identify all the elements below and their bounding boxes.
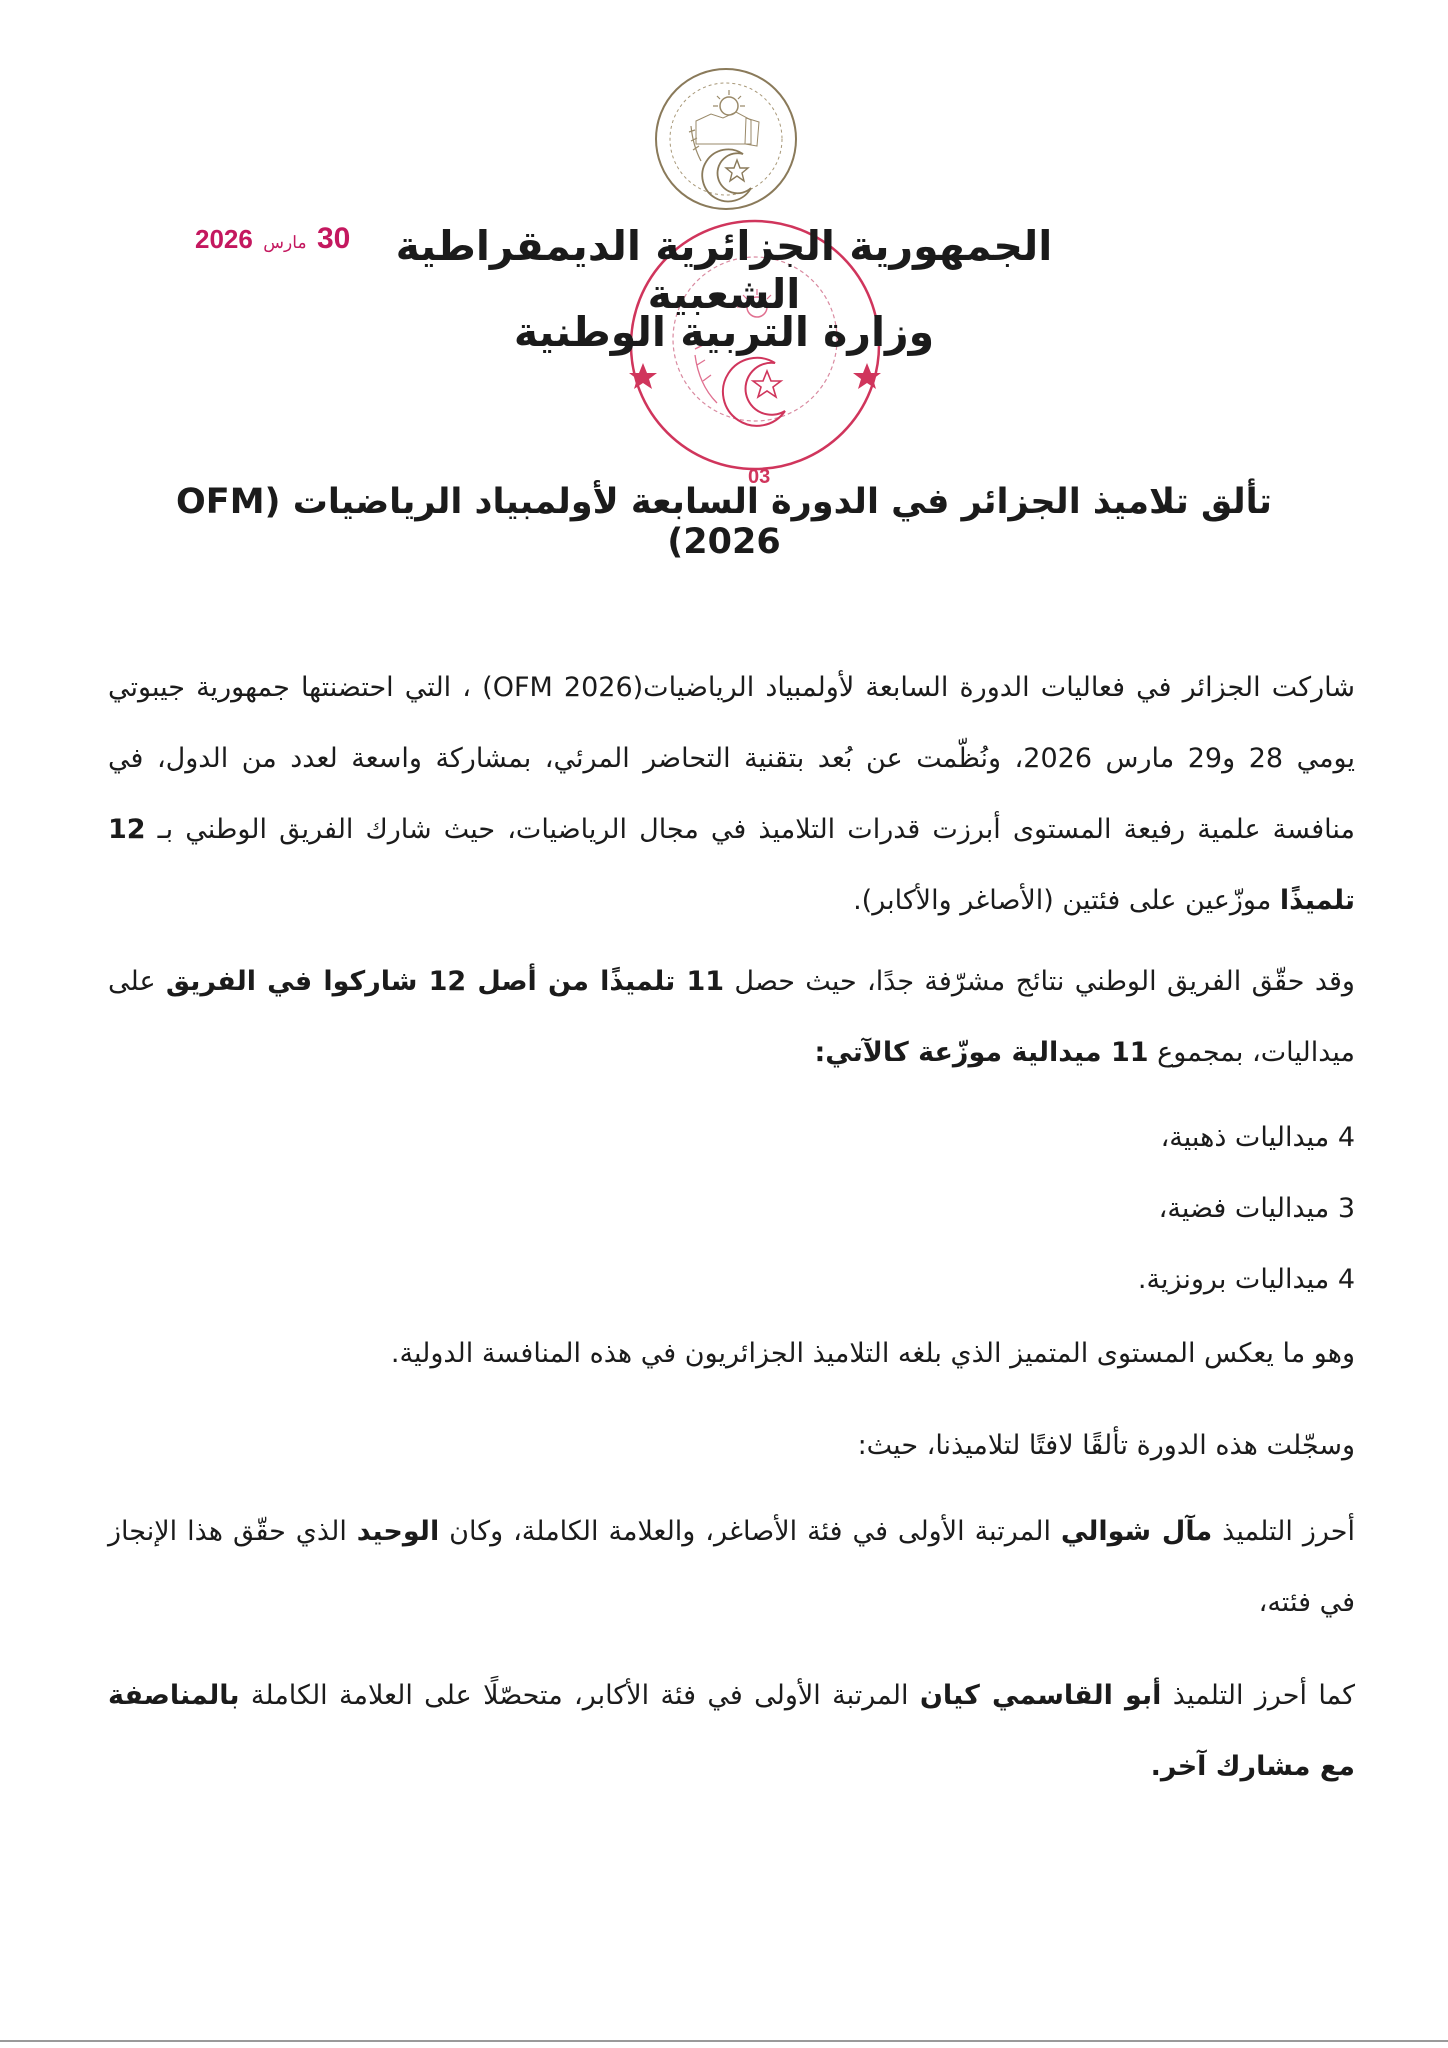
text: الذي حقّق هذا الإنجاز في فئته، (108, 1516, 1355, 1618)
text: المرتبة الأولى في فئة الأصاغر، والعلامة الكاملة، وكان (439, 1516, 1061, 1547)
student-name: أبو القاسمي كيان (919, 1680, 1162, 1711)
highlight-tie: بالمناصفة مع مشارك آخر. (108, 1680, 1355, 1782)
text: وقد حقّق الفريق الوطني نتائج مشرّفة جدًا، حيث حصل (724, 966, 1355, 997)
student-name: مآل شوالي (1060, 1516, 1213, 1547)
medal-silver-item: 3 ميداليات فضية، (1158, 1193, 1355, 1224)
highlight-medalists: 11 تلميذًا من أصل 12 شاركوا في الفريق (165, 966, 725, 997)
paragraph-results (108, 946, 1355, 1088)
paragraph-level: وهو ما يعكس المستوى المتميز الذي بلغه التلاميذ الجزائريون في هذه المنافسة الدولية. (390, 1338, 1355, 1369)
text: كما أحرز التلميذ (1161, 1680, 1356, 1711)
republic-name: الجمهورية الجزائرية الديمقراطية الشعبية (395, 222, 1053, 318)
star-icon (753, 371, 781, 397)
stamp-number: 03 (748, 466, 771, 488)
paragraph-junior-winner (108, 1496, 1355, 1638)
date-stamp (195, 222, 350, 256)
paragraph-participation (108, 652, 1355, 936)
star-icon (726, 160, 748, 181)
text: المرتبة الأولى في فئة الأكابر، متحصّلًا على العلامة الكاملة (239, 1680, 920, 1711)
text: على ميداليات، بمجموع (108, 966, 1355, 1068)
ministry-name: وزارة التربية الوطنية (513, 308, 935, 356)
crescent-icon (702, 149, 751, 201)
medal-gold-item: 4 ميداليات ذهبية، (1160, 1122, 1355, 1153)
date-stamp-day: 30 (317, 222, 351, 255)
sun-icon (713, 90, 745, 115)
paragraph-highlights-intro: وسجّلت هذه الدورة تألقًا لافتًا لتلاميذنا، حيث: (857, 1430, 1355, 1461)
medal-bronze-item: 4 ميداليات برونزية. (1137, 1264, 1355, 1295)
crescent-icon (723, 358, 785, 426)
page-edge (0, 2040, 1448, 2042)
national-emblem-seal (651, 66, 801, 212)
highlight-medal-total: 11 ميدالية موزّعة كالآتي: (814, 1037, 1149, 1068)
date-stamp-year: 2026 (195, 224, 253, 254)
text: شاركت الجزائر في فعاليات الدورة السابعة لأولمبياد الرياضيات(OFM 2026) ، التي احتضنتها جمهورية جيبوتي يومي 28 و29 مارس 2026، ونُظّمت عن بُعد بتقنية التحاضر المرئي، بمشاركة واسعة لعدد من الدول، في منافسة علمية رفيعة المستوى أبرزت قدرات التلاميذ في مجال الرياضيات، حيث شارك الفريق الوطني بـ (108, 672, 1356, 845)
paragraph-senior-winner (108, 1660, 1355, 1802)
date-stamp-month: مارس (263, 233, 307, 252)
text: أحرز التلميذ (1212, 1516, 1355, 1547)
document-title: تألق تلاميذ الجزائر في الدورة السابعة لأولمبياد الرياضيات (OFM 2026) (176, 482, 1272, 562)
highlight-only: الوحيد (356, 1516, 440, 1547)
text: موزّعين على فئتين (الأصاغر والأكابر). (853, 885, 1280, 916)
highlight-team-size: 12 تلميذًا (108, 814, 1355, 916)
